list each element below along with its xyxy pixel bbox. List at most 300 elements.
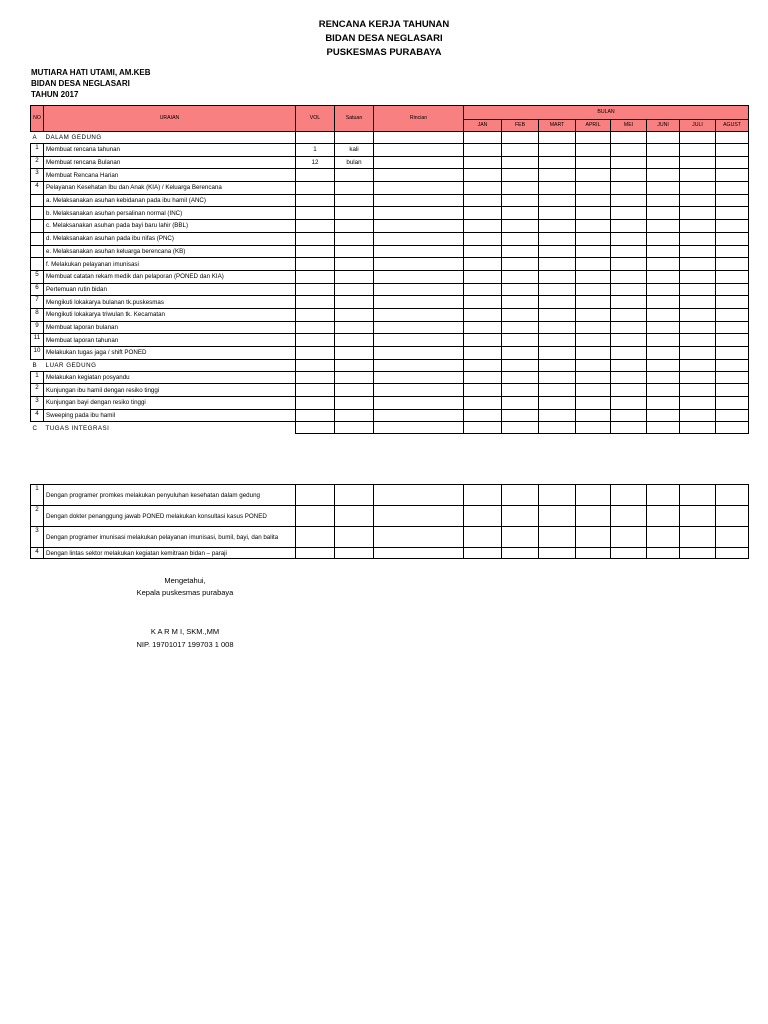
row-satuan — [335, 527, 374, 548]
empty-cell — [611, 220, 647, 233]
empty-cell — [539, 548, 576, 559]
empty-cell — [647, 156, 680, 169]
row-satuan — [335, 506, 374, 527]
col-header-uraian: URAIAN — [44, 106, 296, 132]
row-uraian: Mengikuti lokakarya triwulan tk. Kecamatan — [44, 308, 296, 321]
empty-cell — [647, 144, 680, 157]
table-row — [31, 397, 749, 410]
row-number: 3 — [31, 397, 44, 410]
empty-cell — [611, 359, 647, 371]
empty-cell — [464, 220, 502, 233]
empty-cell — [647, 283, 680, 296]
empty-cell — [716, 359, 749, 371]
row-uraian: Kunjungan bayi dengan resiko tinggi — [44, 397, 296, 410]
empty-cell — [502, 347, 539, 360]
empty-cell — [611, 169, 647, 182]
empty-cell — [647, 371, 680, 384]
table-row — [31, 194, 749, 207]
empty-cell — [716, 308, 749, 321]
empty-cell — [335, 359, 374, 371]
empty-cell — [539, 397, 576, 410]
empty-cell — [611, 207, 647, 220]
empty-cell — [576, 347, 611, 360]
row-vol — [296, 220, 335, 233]
empty-cell — [464, 397, 502, 410]
row-number: 8 — [31, 308, 44, 321]
row-satuan — [335, 548, 374, 559]
row-number — [31, 258, 44, 271]
row-vol — [296, 371, 335, 384]
empty-cell — [502, 506, 539, 527]
empty-cell — [464, 384, 502, 397]
row-number — [31, 220, 44, 233]
row-number: 1 — [31, 485, 44, 506]
empty-cell — [611, 371, 647, 384]
empty-cell — [374, 245, 464, 258]
empty-cell — [647, 194, 680, 207]
empty-cell — [647, 347, 680, 360]
row-satuan — [335, 270, 374, 283]
empty-cell — [647, 245, 680, 258]
row-uraian: Membuat laporan bulanan — [44, 321, 296, 334]
empty-cell — [296, 132, 335, 144]
empty-cell — [680, 506, 716, 527]
empty-cell — [647, 334, 680, 347]
empty-cell — [647, 308, 680, 321]
empty-cell — [576, 321, 611, 334]
empty-cell — [576, 384, 611, 397]
empty-cell — [374, 169, 464, 182]
empty-cell — [716, 384, 749, 397]
empty-cell — [611, 308, 647, 321]
empty-cell — [464, 258, 502, 271]
empty-cell — [539, 485, 576, 506]
table-row — [31, 371, 749, 384]
row-number — [31, 194, 44, 207]
empty-cell — [680, 258, 716, 271]
empty-cell — [539, 422, 576, 434]
row-uraian: c. Melaksanakan asuhan pada bayi baru lahir (BBL) — [44, 220, 296, 233]
empty-cell — [576, 220, 611, 233]
month-header: JULI — [680, 120, 716, 132]
empty-cell — [716, 220, 749, 233]
month-header: FEB — [502, 120, 539, 132]
empty-cell — [716, 169, 749, 182]
empty-cell — [611, 384, 647, 397]
empty-cell — [374, 308, 464, 321]
empty-cell — [374, 207, 464, 220]
row-number — [31, 245, 44, 258]
empty-cell — [680, 347, 716, 360]
empty-cell — [647, 169, 680, 182]
section-row — [31, 422, 749, 434]
row-number — [31, 207, 44, 220]
section-code: C — [32, 424, 37, 432]
empty-cell — [539, 156, 576, 169]
empty-cell — [464, 283, 502, 296]
empty-cell — [576, 506, 611, 527]
empty-cell — [716, 207, 749, 220]
month-header: AGUST — [716, 120, 749, 132]
empty-cell — [502, 194, 539, 207]
row-uraian: Membuat laporan tahunan — [44, 334, 296, 347]
work-plan-table — [30, 105, 749, 434]
row-satuan — [335, 321, 374, 334]
empty-cell — [464, 132, 502, 144]
empty-cell — [647, 548, 680, 559]
empty-cell — [464, 232, 502, 245]
row-satuan — [335, 207, 374, 220]
signature-acknowledged: Mengetahui, — [164, 576, 206, 585]
row-uraian: Dengan dokter penanggung jawab PONED melakukan konsultasi kasus PONED — [44, 506, 296, 527]
month-header: MEI — [611, 120, 647, 132]
empty-cell — [502, 270, 539, 283]
empty-cell — [502, 371, 539, 384]
empty-cell — [539, 371, 576, 384]
table-row — [31, 258, 749, 271]
row-satuan — [335, 334, 374, 347]
empty-cell — [539, 359, 576, 371]
empty-cell — [647, 258, 680, 271]
row-vol — [296, 347, 335, 360]
row-number: 2 — [31, 384, 44, 397]
empty-cell — [374, 321, 464, 334]
empty-cell — [374, 232, 464, 245]
row-vol — [296, 308, 335, 321]
empty-cell — [716, 485, 749, 506]
empty-cell — [611, 409, 647, 422]
row-vol — [296, 334, 335, 347]
empty-cell — [576, 308, 611, 321]
row-number: 6 — [31, 283, 44, 296]
empty-cell — [539, 321, 576, 334]
empty-cell — [716, 321, 749, 334]
row-number: 1 — [31, 371, 44, 384]
row-uraian: Dengan programer imunisasi melakukan pelayanan imunisasi, bumil, bayi, dan balita — [44, 527, 296, 548]
row-number — [31, 232, 44, 245]
col-header-bulan: BULAN — [464, 106, 749, 120]
empty-cell — [611, 283, 647, 296]
empty-cell — [464, 296, 502, 309]
empty-cell — [374, 182, 464, 195]
row-number: 7 — [31, 296, 44, 309]
empty-cell — [611, 334, 647, 347]
empty-cell — [464, 422, 502, 434]
row-satuan — [335, 182, 374, 195]
empty-cell — [716, 245, 749, 258]
empty-cell — [716, 270, 749, 283]
empty-cell — [611, 321, 647, 334]
empty-cell — [647, 409, 680, 422]
row-vol — [296, 182, 335, 195]
row-uraian: f. Melakukan pelayanan imunisasi — [44, 258, 296, 271]
empty-cell — [716, 144, 749, 157]
row-vol: 1 — [296, 144, 335, 157]
empty-cell — [539, 347, 576, 360]
empty-cell — [464, 156, 502, 169]
row-vol — [296, 321, 335, 334]
empty-cell — [374, 194, 464, 207]
empty-cell — [647, 422, 680, 434]
row-satuan — [335, 409, 374, 422]
empty-cell — [576, 485, 611, 506]
row-uraian: Membuat rencana Bulanan — [44, 156, 296, 169]
row-satuan — [335, 397, 374, 410]
empty-cell — [716, 283, 749, 296]
empty-cell — [680, 156, 716, 169]
row-uraian: Pelayanan Kesehatan Ibu dan Anak (KIA) / Keluarga Berencana — [44, 182, 296, 195]
row-vol — [296, 194, 335, 207]
empty-cell — [502, 245, 539, 258]
empty-cell — [539, 283, 576, 296]
empty-cell — [680, 220, 716, 233]
empty-cell — [576, 182, 611, 195]
empty-cell — [680, 270, 716, 283]
row-uraian: Sweeping pada ibu hamil — [44, 409, 296, 422]
empty-cell — [502, 397, 539, 410]
empty-cell — [716, 296, 749, 309]
empty-cell — [611, 296, 647, 309]
empty-cell — [680, 296, 716, 309]
empty-cell — [464, 334, 502, 347]
empty-cell — [680, 485, 716, 506]
row-vol — [296, 409, 335, 422]
empty-cell — [464, 548, 502, 559]
row-vol — [296, 245, 335, 258]
empty-cell — [539, 182, 576, 195]
empty-cell — [716, 422, 749, 434]
empty-cell — [611, 194, 647, 207]
col-header-rincian: Rincian — [374, 106, 464, 132]
table-row — [31, 144, 749, 157]
row-satuan — [335, 371, 374, 384]
table-row — [31, 384, 749, 397]
empty-cell — [647, 182, 680, 195]
col-header-vol: VOL — [296, 106, 335, 132]
row-satuan — [335, 485, 374, 506]
signature-nip: NIP. 19701017 199703 1 008 — [136, 640, 234, 649]
col-header-no: NO — [31, 106, 44, 132]
table-row — [31, 232, 749, 245]
table-row — [31, 308, 749, 321]
empty-cell — [502, 169, 539, 182]
empty-cell — [539, 258, 576, 271]
empty-cell — [611, 548, 647, 559]
row-uraian: Dengan lintas sektor melakukan kegiatan kemitraan bidan – paraji — [44, 548, 296, 559]
row-satuan — [335, 384, 374, 397]
empty-cell — [539, 409, 576, 422]
row-satuan — [335, 245, 374, 258]
empty-cell — [374, 296, 464, 309]
empty-cell — [374, 258, 464, 271]
row-uraian: Dengan programer promkes melakukan penyuluhan kesehatan dalam gedung — [44, 485, 296, 506]
empty-cell — [680, 371, 716, 384]
empty-cell — [296, 422, 335, 434]
empty-cell — [539, 245, 576, 258]
empty-cell — [647, 527, 680, 548]
row-number: 11 — [31, 334, 44, 347]
table-row — [31, 527, 749, 548]
section-code: B — [32, 361, 37, 369]
empty-cell — [680, 384, 716, 397]
empty-cell — [464, 207, 502, 220]
empty-cell — [680, 132, 716, 144]
row-number: 4 — [31, 409, 44, 422]
empty-cell — [374, 156, 464, 169]
row-number: 4 — [31, 182, 44, 195]
row-satuan: bulan — [335, 156, 374, 169]
empty-cell — [464, 270, 502, 283]
doc-title-line3: PUSKESMAS PURABAYA — [326, 47, 442, 58]
empty-cell — [539, 527, 576, 548]
table-row — [31, 283, 749, 296]
table-row — [31, 270, 749, 283]
empty-cell — [502, 232, 539, 245]
author-position: BIDAN DESA NEGLASARI — [31, 79, 130, 88]
empty-cell — [576, 156, 611, 169]
empty-cell — [374, 384, 464, 397]
empty-cell — [611, 182, 647, 195]
month-header: JUNI — [647, 120, 680, 132]
empty-cell — [716, 258, 749, 271]
empty-cell — [464, 359, 502, 371]
empty-cell — [374, 409, 464, 422]
month-header: MART — [539, 120, 576, 132]
table-row — [31, 347, 749, 360]
table-row — [31, 220, 749, 233]
row-number: 4 — [31, 548, 44, 559]
empty-cell — [647, 321, 680, 334]
section-label: DALAM GEDUNG — [45, 134, 102, 141]
empty-cell — [647, 232, 680, 245]
empty-cell — [502, 409, 539, 422]
table-row — [31, 334, 749, 347]
empty-cell — [464, 144, 502, 157]
empty-cell — [374, 270, 464, 283]
empty-cell — [374, 527, 464, 548]
month-header: JAN — [464, 120, 502, 132]
row-satuan — [335, 308, 374, 321]
empty-cell — [680, 527, 716, 548]
row-satuan — [335, 194, 374, 207]
empty-cell — [576, 371, 611, 384]
row-uraian: Membuat rencana tahunan — [44, 144, 296, 157]
empty-cell — [502, 548, 539, 559]
row-vol — [296, 283, 335, 296]
empty-cell — [539, 194, 576, 207]
empty-cell — [539, 132, 576, 144]
empty-cell — [611, 144, 647, 157]
empty-cell — [464, 321, 502, 334]
row-vol — [296, 548, 335, 559]
document-year: TAHUN 2017 — [31, 90, 79, 99]
empty-cell — [539, 334, 576, 347]
empty-cell — [716, 132, 749, 144]
signature-name: K A R M I, SKM.,MM — [150, 627, 220, 636]
empty-cell — [576, 527, 611, 548]
row-number: 5 — [31, 270, 44, 283]
row-satuan — [335, 220, 374, 233]
empty-cell — [539, 220, 576, 233]
table-row — [31, 169, 749, 182]
empty-cell — [464, 169, 502, 182]
empty-cell — [539, 308, 576, 321]
empty-cell — [716, 371, 749, 384]
empty-cell — [539, 384, 576, 397]
table-row — [31, 156, 749, 169]
section-code: A — [32, 134, 37, 141]
empty-cell — [502, 258, 539, 271]
empty-cell — [576, 258, 611, 271]
empty-cell — [716, 527, 749, 548]
row-vol: 12 — [296, 156, 335, 169]
empty-cell — [502, 527, 539, 548]
row-satuan — [335, 258, 374, 271]
row-number: 3 — [31, 527, 44, 548]
empty-cell — [539, 169, 576, 182]
row-uraian: d. Melaksanakan asuhan pada ibu nifas (PNC) — [44, 232, 296, 245]
empty-cell — [502, 308, 539, 321]
empty-cell — [680, 182, 716, 195]
empty-cell — [647, 506, 680, 527]
empty-cell — [335, 132, 374, 144]
empty-cell — [647, 296, 680, 309]
row-number: 2 — [31, 156, 44, 169]
section-label: LUAR GEDUNG — [45, 361, 97, 369]
row-number: 2 — [31, 506, 44, 527]
empty-cell — [502, 334, 539, 347]
empty-cell — [464, 485, 502, 506]
empty-cell — [611, 270, 647, 283]
row-uraian: b. Melaksanakan asuhan persalinan normal (INC) — [44, 207, 296, 220]
empty-cell — [374, 485, 464, 506]
author-name: MUTIARA HATI UTAMI, AM.KEB — [31, 68, 151, 77]
empty-cell — [680, 169, 716, 182]
table-row — [31, 207, 749, 220]
empty-cell — [680, 548, 716, 559]
empty-cell — [539, 232, 576, 245]
empty-cell — [716, 409, 749, 422]
empty-cell — [680, 232, 716, 245]
empty-cell — [464, 371, 502, 384]
empty-cell — [716, 397, 749, 410]
row-uraian: Membuat Rencana Harian — [44, 169, 296, 182]
empty-cell — [374, 144, 464, 157]
row-uraian: Kunjungan ibu hamil dengan resiko tinggi — [44, 384, 296, 397]
empty-cell — [576, 334, 611, 347]
table-row — [31, 548, 749, 559]
empty-cell — [464, 308, 502, 321]
row-number: 9 — [31, 321, 44, 334]
empty-cell — [680, 359, 716, 371]
empty-cell — [647, 485, 680, 506]
empty-cell — [502, 422, 539, 434]
empty-cell — [716, 347, 749, 360]
empty-cell — [680, 397, 716, 410]
empty-cell — [576, 207, 611, 220]
table-row — [31, 182, 749, 195]
empty-cell — [680, 207, 716, 220]
empty-cell — [502, 283, 539, 296]
empty-cell — [464, 527, 502, 548]
empty-cell — [374, 422, 464, 434]
row-satuan — [335, 232, 374, 245]
empty-cell — [502, 182, 539, 195]
empty-cell — [374, 283, 464, 296]
empty-cell — [611, 422, 647, 434]
row-number: 3 — [31, 169, 44, 182]
row-uraian: a. Melaksanakan asuhan kebidanan pada ibu hamil (ANC) — [44, 194, 296, 207]
